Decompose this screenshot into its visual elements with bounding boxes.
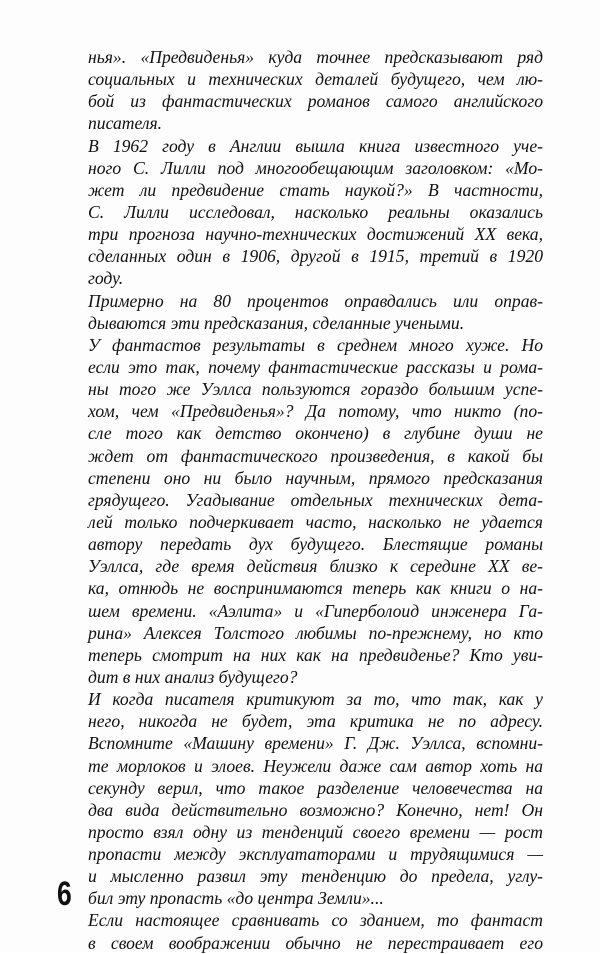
text-line: сделанных один в 1906, другой в 1915, третий в 1920: [88, 246, 543, 267]
text-line: теперь смотрит на них как на предвиденье? Кто уви-: [88, 644, 543, 665]
body-text: [88, 46, 543, 954]
text-line: два вида действительно возможно? Конечно, нет! Он: [88, 799, 543, 820]
text-line: Если настоящее сравнивать со зданием, то фантаст: [88, 910, 543, 931]
text-line: него, никогда не будет, эта критика не по адресу.: [88, 711, 543, 732]
text-line: Уэллса, где время действия близко к середине XX ве-: [88, 556, 543, 577]
text-line: грядущего. Угадывание отдельных технических дета-: [88, 489, 543, 510]
text-line: Примерно на 80 процентов оправдались или оправ-: [88, 290, 543, 311]
text-line: С. Лилли исследовал, насколько реальны оказались: [88, 201, 543, 222]
paragraph: [88, 290, 543, 334]
text-line: ждет от фантастического произведения, в какой бы: [88, 445, 543, 466]
text-line: и мысленно развил эту тенденцию до предела, углу-: [88, 866, 543, 887]
text-line: Вспомните «Машину времени» Г. Дж. Уэллса, вспомни-: [88, 733, 543, 754]
text-line: ка, отнюдь не воспринимаются теперь как книги о на-: [88, 578, 543, 599]
text-line: ны того же Уэллса пользуются гораздо большим успе-: [88, 379, 543, 400]
text-line: лей только подчеркивает часто, насколько не удается: [88, 511, 543, 532]
text-line: автору передать дух будущего. Блестящие романы: [88, 534, 543, 555]
text-line: шем времени. «Аэлита» и «Гиперболоид инженера Га-: [88, 600, 543, 621]
paragraph: [88, 909, 543, 953]
text-line: те морлоков и элоев. Неужели даже сам автор хоть на: [88, 755, 543, 776]
text-line: пропасти между эксплуататорами и трудящимися —: [88, 844, 543, 865]
page-number: 6: [57, 875, 72, 913]
text-line: дываются эти предсказания, сделанные учеными.: [88, 312, 465, 333]
text-line: бой из фантастических романов самого английского: [88, 91, 543, 112]
text-line: в своем воображении обычно не перестраивает его: [88, 932, 543, 953]
text-line: степени оно ни было научным, прямого предсказания: [88, 467, 543, 488]
text-line: писателя.: [88, 113, 163, 134]
text-line: если это так, почему фантастические рассказы и рома-: [88, 356, 543, 377]
text-line: хом, чем «Предвиденья»? Да потому, что никто (по-: [88, 401, 543, 422]
text-line: сле того как детство окончено) в глубине души не: [88, 423, 543, 444]
text-line: просто взял одну из тенденций своего времени — рост: [88, 821, 543, 842]
text-line: бил эту пропасть «до центра Земли»...: [88, 888, 384, 909]
text-line: У фантастов результаты в среднем много хуже. Но: [88, 334, 543, 355]
text-line: жет ли предвидение стать наукой?» В частности,: [88, 179, 543, 200]
paragraph: [88, 135, 543, 290]
text-line: В 1962 году в Англии вышла книга известного уче-: [88, 135, 543, 156]
text-line: секунду верил, что такое разделение человечества на: [88, 777, 543, 798]
text-line: три прогноза научно-технических достижений XX века,: [88, 224, 543, 245]
text-line: рина» Алексея Толстого любимы по-прежнему, но кто: [88, 622, 543, 643]
text-line: социальных и технических деталей будущего, чем лю-: [88, 69, 543, 90]
text-line: И когда писателя критикуют за то, что так, как у: [88, 689, 543, 710]
paragraph: [88, 334, 543, 688]
text-line: ного С. Лилли под многообещающим заголовком: «Мо-: [88, 157, 543, 178]
paragraph: [88, 688, 543, 909]
text-line: году.: [88, 268, 124, 289]
text-line: нья». «Предвиденья» куда точнее предсказывают ряд: [88, 47, 543, 67]
paragraph: [88, 46, 543, 135]
text-line: дит в них анализ будущего?: [88, 666, 298, 687]
